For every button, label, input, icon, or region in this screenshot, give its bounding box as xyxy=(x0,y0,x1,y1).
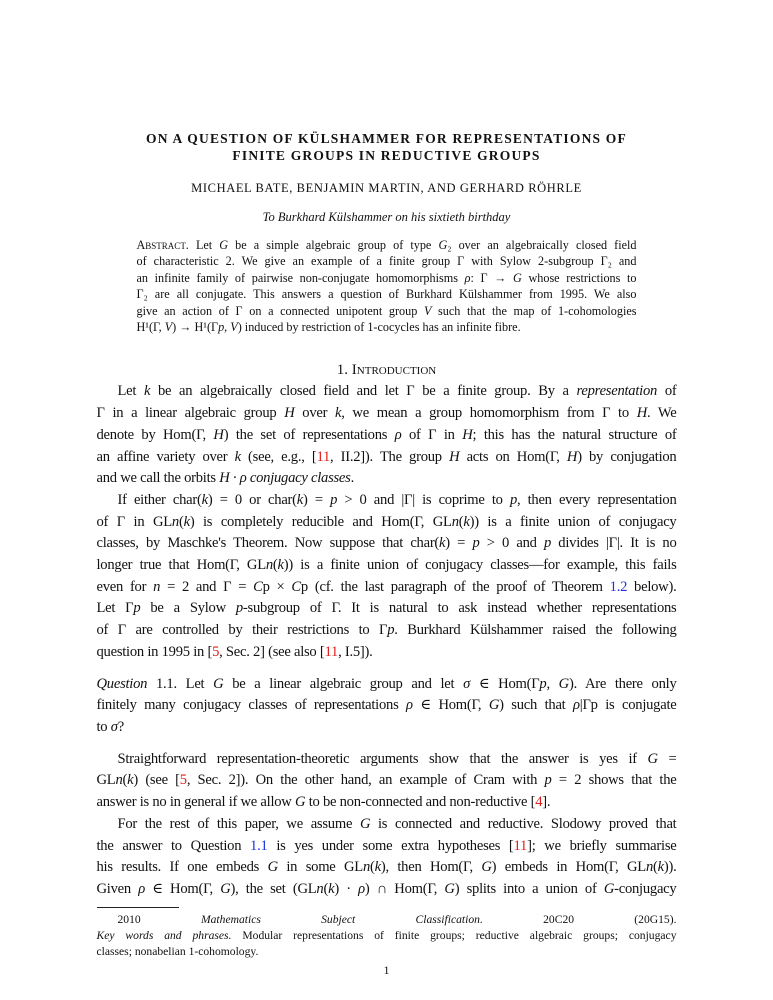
authors: MICHAEL BATE, BENJAMIN MARTIN, AND GERHARD RÖHRLE xyxy=(191,181,582,195)
text-line xyxy=(97,879,677,901)
emphasis-text: k xyxy=(335,405,342,422)
text-line xyxy=(97,642,677,664)
emphasis-text: G xyxy=(481,859,492,876)
text-run: ) = xyxy=(445,535,473,552)
text-run: to xyxy=(96,718,111,735)
text-line xyxy=(97,403,677,425)
paper-title-line-1: ON A QUESTION OF KÜLSHAMMER FOR REPRESENTATIONS OF xyxy=(146,131,627,146)
text-run: be an algebraically closed field and let Γ be a finite group. By a xyxy=(150,383,577,400)
emphasis-text: V xyxy=(423,303,432,318)
text-run: , we mean a group homomorphism from Γ to xyxy=(341,405,637,422)
text-line xyxy=(97,857,677,879)
emphasis-text: σ xyxy=(463,675,471,692)
text-line xyxy=(137,303,637,319)
text-line xyxy=(97,814,677,836)
text-line xyxy=(97,674,677,696)
text-run: , then every representation xyxy=(516,491,677,508)
emphasis-text: k xyxy=(439,535,446,552)
paper-title-line-2: FINITE GROUPS IN REDUCTIVE GROUPS xyxy=(232,148,541,163)
emphasis-text: n xyxy=(362,859,371,876)
text-run: p (cf. the last paragraph of the proof of Theorem xyxy=(300,578,610,595)
text-line xyxy=(97,928,677,944)
text-line xyxy=(137,286,637,302)
emphasis-text: Mathematics Subject Classification. xyxy=(200,912,483,926)
text-run: ( xyxy=(272,557,278,574)
text-run: , xyxy=(224,320,231,335)
text-run: ), the set (GL xyxy=(230,880,317,897)
text-run: -subgroup of Γ. It is natural to ask instead whether representations xyxy=(242,600,677,617)
text-run: -conjugacy xyxy=(614,880,677,897)
text-run: , II.2]). The group xyxy=(330,448,450,465)
text-run: finitely many conjugacy classes of representations xyxy=(96,697,407,714)
text-run: Let Γ xyxy=(96,600,134,617)
text-run: ) is completely reducible and Hom(Γ, GL xyxy=(189,513,452,530)
emphasis-text: C xyxy=(253,578,263,595)
emphasis-text: n xyxy=(645,859,654,876)
page-number: 1 xyxy=(383,962,390,977)
text-run: be a Sylow xyxy=(140,600,236,617)
text-run: is connected and reductive. Slodowy proved that xyxy=(370,815,677,832)
text-run: . xyxy=(350,470,354,487)
emphasis-text: k xyxy=(277,557,284,574)
text-run: ). Are there only xyxy=(568,675,677,692)
emphasis-text: conjugacy classes xyxy=(249,470,351,487)
emphasis-text: ρ xyxy=(573,697,580,714)
emphasis-text: H xyxy=(284,405,295,422)
citation-link[interactable]: 5 xyxy=(212,643,220,660)
text-run: give an action of Γ on a connected unipotent group xyxy=(136,303,424,318)
emphasis-text: G xyxy=(603,880,615,897)
emphasis-text: H xyxy=(213,426,224,443)
cross-reference-link[interactable]: 1.1 xyxy=(250,837,268,854)
text-run: ∈ Hom(Γ xyxy=(470,675,540,692)
text-run: For the rest of this paper, we assume xyxy=(117,815,360,832)
emphasis-text: p xyxy=(235,600,243,617)
abstract xyxy=(137,237,637,335)
emphasis-text: G xyxy=(295,794,306,811)
footnotes xyxy=(97,912,677,960)
text-run: , Sec. 2]). On the other hand, an example of Cram with xyxy=(186,772,545,789)
text-run: of characteristic 2. We give an example of a finite group Γ with Sylow 2-subgroup Γ₂ and xyxy=(136,254,637,269)
text-run: Let xyxy=(188,238,220,252)
text-line xyxy=(137,253,637,269)
text-run: be a linear algebraic group and let xyxy=(223,675,464,692)
emphasis-text: H · ρ xyxy=(219,470,247,487)
text-run: ; this has the natural structure of xyxy=(472,426,677,443)
text-run: ) splits into a union of xyxy=(454,880,604,897)
emphasis-text: p xyxy=(330,491,338,508)
text-line xyxy=(97,944,677,960)
dedication: To Burkhard Külshammer on his sixtieth birthday xyxy=(262,210,511,224)
text-line xyxy=(97,555,677,577)
text-run: > 0 and xyxy=(479,535,544,552)
emphasis-text: n xyxy=(171,513,179,530)
text-run: ]. xyxy=(542,794,551,811)
text-run: answer is no in general if we allow xyxy=(96,794,295,811)
text-run: 1.1. Let xyxy=(147,675,214,692)
text-run: (see, e.g., [ xyxy=(240,448,317,465)
emphasis-text: G xyxy=(558,675,569,692)
text-run: ( xyxy=(122,772,128,789)
text-line xyxy=(137,270,637,286)
text-run: an affine variety over xyxy=(96,448,235,465)
text-line xyxy=(97,770,677,792)
text-run: his results. If one embeds xyxy=(96,859,268,876)
text-run: of xyxy=(657,383,677,400)
text-run: ₂ over an algebraically closed field xyxy=(447,238,637,252)
emphasis-text: p xyxy=(133,600,141,617)
text-run: If either char( xyxy=(117,491,202,508)
text-run: of Γ in xyxy=(401,426,463,443)
text-run: GL xyxy=(96,772,116,789)
emphasis-text: p xyxy=(544,772,552,789)
emphasis-text: H xyxy=(449,448,460,465)
emphasis-text: G xyxy=(513,270,522,285)
emphasis-text: ρ xyxy=(394,426,402,443)
text-run: , xyxy=(546,675,559,692)
cross-reference-link[interactable]: 1.2 xyxy=(609,578,628,595)
text-run: classes; nonabelian 1-cohomology. xyxy=(96,944,259,958)
emphasis-text: k xyxy=(463,513,470,530)
emphasis-text: p xyxy=(387,622,395,639)
emphasis-text: representation xyxy=(576,383,658,400)
emphasis-text: n xyxy=(316,880,324,897)
text-run: ( xyxy=(323,880,329,897)
text-run: ( xyxy=(178,513,184,530)
text-run: = 2 shows that the xyxy=(551,772,677,789)
text-run: the answer to Question xyxy=(96,837,251,854)
text-run: longer true that Hom(Γ, GL xyxy=(96,557,266,574)
emphasis-text: k xyxy=(183,513,190,530)
emphasis-text: Abstract. xyxy=(136,238,189,252)
emphasis-text: n xyxy=(115,772,123,789)
emphasis-text: G xyxy=(213,675,224,692)
text-run: 2010 xyxy=(117,912,201,926)
emphasis-text: G xyxy=(220,880,231,897)
paragraph-slodowy xyxy=(97,814,677,901)
text-run: ( xyxy=(653,859,658,876)
text-run: )) is a finite union of conjugacy classes—for example, this fails xyxy=(283,557,677,574)
text-run: 20C20 (20G15). xyxy=(482,912,677,926)
emphasis-text: G xyxy=(647,750,658,767)
text-run: ) induced by restriction of 1-cocycles has an infinite fibre. xyxy=(237,320,521,335)
emphasis-text: G xyxy=(219,238,229,252)
text-run: : Γ → xyxy=(470,270,513,285)
emphasis-text: V xyxy=(164,320,173,335)
text-run: ) · xyxy=(334,880,359,897)
emphasis-text: G xyxy=(488,697,500,714)
text-run: ∈ Hom(Γ, xyxy=(144,880,221,897)
text-run: |Γp is conjugate xyxy=(579,697,677,714)
footnote-rule xyxy=(97,907,179,908)
text-line xyxy=(97,447,677,469)
text-run: ) such that xyxy=(499,697,574,714)
text-run: > 0 and |Γ| is coprime to xyxy=(337,491,510,508)
emphasis-text: k xyxy=(374,859,381,876)
emphasis-text: k xyxy=(328,880,335,897)
emphasis-text: G xyxy=(359,815,371,832)
emphasis-text: H xyxy=(566,448,578,465)
emphasis-text: p xyxy=(218,320,225,335)
text-run: Modular representations of finite groups; reductive algebraic groups; conjugacy xyxy=(231,928,677,942)
emphasis-text: G xyxy=(444,880,455,897)
emphasis-text: ρ xyxy=(358,880,365,897)
text-run: H¹(Γ, xyxy=(136,320,165,335)
text-run: Γ in a linear algebraic group xyxy=(96,405,285,422)
text-line xyxy=(137,237,637,253)
emphasis-text: Question xyxy=(96,675,148,692)
text-run: even for xyxy=(96,578,154,595)
text-run: ∈ Hom(Γ, xyxy=(412,697,489,714)
text-line xyxy=(97,717,677,739)
text-run: Straightforward representation-theoretic arguments show that the answer is yes if xyxy=(117,750,648,767)
text-run: classes, by Maschke's Theorem. Now suppose that char( xyxy=(96,535,440,552)
text-run: ]; we briefly summarise xyxy=(527,837,677,854)
footnote-rule-container xyxy=(97,907,677,908)
text-run: question in 1995 in [ xyxy=(96,643,213,660)
text-run: ) embeds in Hom(Γ, GL xyxy=(491,859,646,876)
text-run: p × xyxy=(262,578,292,595)
citation-link[interactable]: 11 xyxy=(316,448,331,465)
emphasis-text: k xyxy=(234,448,241,465)
text-run: divides |Γ|. It is no xyxy=(551,535,677,552)
text-line xyxy=(97,468,677,490)
text-line xyxy=(137,319,637,335)
text-run: below). xyxy=(627,578,677,595)
text-run: ( xyxy=(370,859,375,876)
text-run: ) → H¹(Γ xyxy=(172,320,219,335)
citation-link[interactable]: 5 xyxy=(179,772,187,789)
text-line xyxy=(97,912,677,928)
text-run: = 2 and Γ = xyxy=(160,578,254,595)
text-line xyxy=(97,792,677,814)
text-line xyxy=(97,620,677,642)
text-run: , I.5]). xyxy=(338,643,373,660)
emphasis-text: V xyxy=(230,320,238,335)
emphasis-text: G xyxy=(267,859,278,876)
emphasis-text: p xyxy=(472,535,480,552)
text-run: be a simple algebraic group of type xyxy=(228,238,439,252)
text-run: ? xyxy=(117,718,124,735)
text-run: an infinite family of pairwise non-conjugate homomorphisms xyxy=(136,270,465,285)
emphasis-text: n xyxy=(265,557,273,574)
text-run: Γ₂ are all conjugate. This answers a question of Burkhard Külshammer from 1995. We also xyxy=(136,287,637,302)
text-run: acts on Hom(Γ, xyxy=(459,448,567,465)
text-run: . We xyxy=(646,405,677,422)
emphasis-text: p xyxy=(543,535,552,552)
text-line xyxy=(97,695,677,717)
emphasis-text: ρ xyxy=(464,270,471,285)
citation-link[interactable]: 11 xyxy=(324,643,339,660)
text-run: to be non-connected and non-reductive [ xyxy=(305,794,536,811)
emphasis-text: G xyxy=(438,238,448,252)
emphasis-text: σ xyxy=(110,718,118,735)
emphasis-text: Key words and phrases. xyxy=(96,928,232,942)
paragraph-straightforward xyxy=(97,749,677,814)
text-run: ) = xyxy=(303,491,331,508)
text-run: and we call the orbits xyxy=(96,470,220,487)
text-run: denote by Hom(Γ, xyxy=(96,426,214,443)
text-run: . Burkhard Külshammer raised the following xyxy=(394,622,677,639)
section-title: Introduction xyxy=(351,362,437,379)
text-run: of Γ are controlled by their restrictions to Γ xyxy=(96,622,388,639)
paragraph-intro xyxy=(97,381,677,490)
text-run: )) is a finite union of conjugacy xyxy=(469,513,677,530)
text-run: ) ∩ Hom(Γ, xyxy=(364,880,445,897)
emphasis-text: ρ xyxy=(406,697,413,714)
text-run: in some GL xyxy=(277,859,363,876)
text-line xyxy=(97,749,677,771)
citation-link[interactable]: 4 xyxy=(535,794,543,811)
text-run: ), then Hom(Γ, xyxy=(380,859,482,876)
emphasis-text: ρ xyxy=(138,880,145,897)
emphasis-text: p xyxy=(509,491,517,508)
emphasis-text: k xyxy=(127,772,134,789)
emphasis-text: n xyxy=(153,578,161,595)
emphasis-text: k xyxy=(143,383,151,400)
text-run: , Sec. 2] (see also [ xyxy=(219,643,325,660)
text-line xyxy=(97,490,677,512)
text-run: ( xyxy=(458,513,464,530)
text-run: ) (see [ xyxy=(133,772,180,789)
citation-link[interactable]: 11 xyxy=(513,837,528,854)
text-run: of Γ in GL xyxy=(96,513,172,530)
emphasis-text: C xyxy=(291,578,301,595)
emphasis-text: k xyxy=(657,859,664,876)
text-run: ) = 0 or char( xyxy=(207,491,297,508)
text-run: = xyxy=(657,750,677,767)
emphasis-text: k xyxy=(296,491,304,508)
text-line xyxy=(97,512,677,534)
text-run: )). xyxy=(663,859,677,876)
emphasis-text: H xyxy=(462,426,473,443)
text-run: ) the set of representations xyxy=(223,426,395,443)
text-run: over xyxy=(294,405,336,422)
text-line xyxy=(97,425,677,447)
emphasis-text: n xyxy=(451,513,459,530)
text-run: Let xyxy=(117,383,144,400)
text-run: ) by conjugation xyxy=(577,448,677,465)
emphasis-text: H xyxy=(636,405,647,422)
text-line xyxy=(97,533,677,555)
text-run: Given xyxy=(96,880,139,897)
text-run: whose restrictions to xyxy=(521,270,637,285)
emphasis-text: p xyxy=(539,675,547,692)
text-line xyxy=(97,381,677,403)
text-line xyxy=(97,836,677,858)
paragraph-maschke xyxy=(97,490,677,664)
text-run: such that the map of 1-cohomologies xyxy=(431,303,637,318)
section-heading xyxy=(0,361,773,379)
question-1-1 xyxy=(97,674,677,739)
section-number: 1. xyxy=(336,362,349,379)
text-line xyxy=(97,577,677,599)
text-run: is yes under some extra hypotheses [ xyxy=(267,837,514,854)
text-line xyxy=(97,598,677,620)
emphasis-text: k xyxy=(201,491,208,508)
